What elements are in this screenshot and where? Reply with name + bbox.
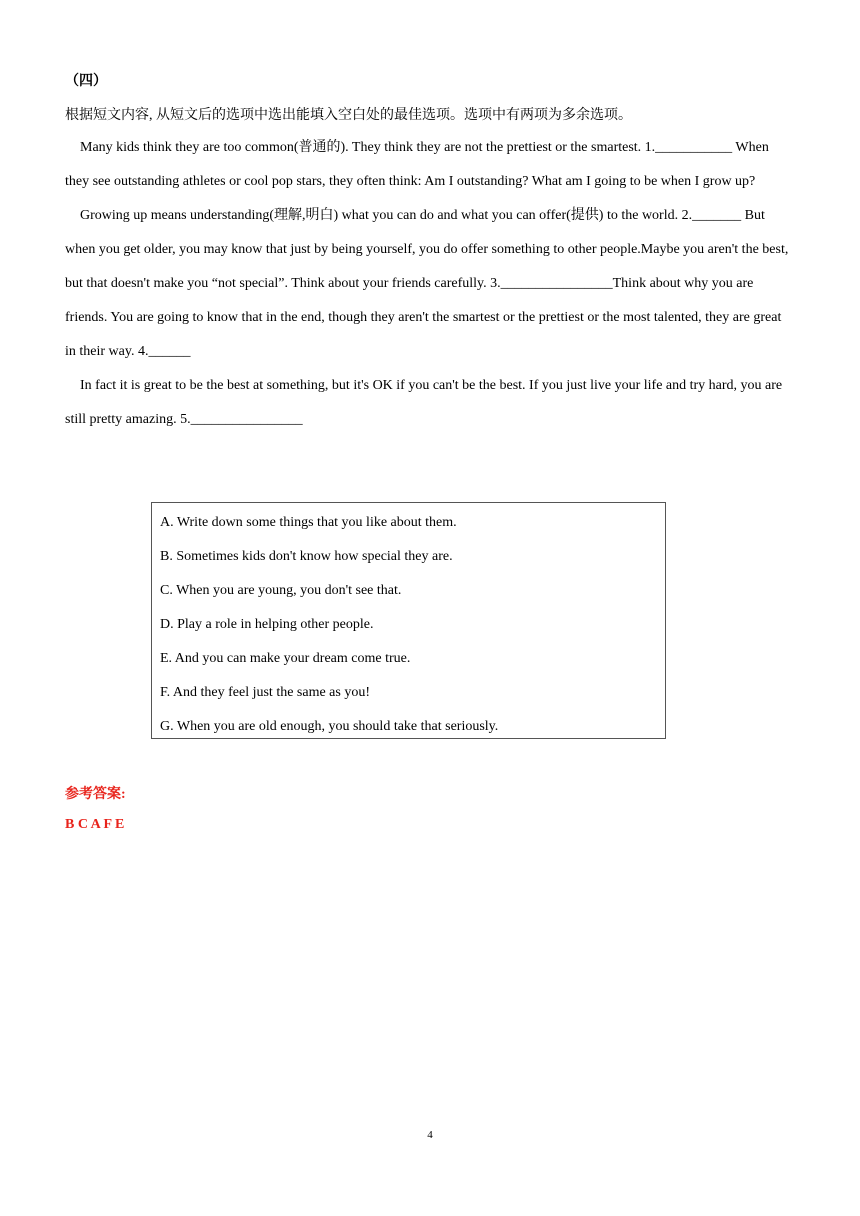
passage-paragraph-3: In fact it is great to be the best at something, but it's OK if you can't be the best. If you just live your life and try hard, you are still pretty amazing. 5.________________ — [65, 378, 783, 427]
passage-paragraph-1: Many kids think they are too common(普通的). They think they are not the prettiest or the smartest. 1.___________ When they see outstanding athletes or cool pop stars, they often think: Am I outstanding? What am I going to be when I grow up? — [65, 140, 769, 189]
answer-text: B C A F E — [65, 817, 125, 832]
page-number: 4 — [427, 1129, 433, 1141]
section-title: （四） — [65, 74, 107, 89]
passage-paragraph-2: Growing up means understanding(理解,明白) what you can do and what you can offer(提供) to the world. 2._______ But when you get older, you may know that just by being yourself, you do offer something to other people.Maybe you aren't the best, but that doesn't make you “not special”. Think about your friends carefully. 3.________________Think about why you are friends. You are going to know that in the end, though they aren't the smartest or the prettiest or the most talented, they are great in their way. 4.______ — [65, 208, 789, 359]
option-c: C. When you are young, you don't see that. — [160, 583, 402, 598]
instruction-text: 根据短文内容, 从短文后的选项中选出能填入空白处的最佳选项。选项中有两项为多余选项。 — [65, 108, 632, 123]
option-a: A. Write down some things that you like about them. — [160, 515, 457, 530]
option-g: G. When you are old enough, you should take that seriously. — [160, 719, 499, 734]
options-box — [151, 502, 666, 739]
answer-label: 参考答案: — [65, 787, 126, 802]
options-list — [160, 506, 665, 744]
option-e: E. And you can make your dream come true. — [160, 651, 411, 666]
passage — [65, 131, 795, 437]
option-d: D. Play a role in helping other people. — [160, 617, 374, 632]
option-b: B. Sometimes kids don't know how special they are. — [160, 549, 453, 564]
option-f: F. And they feel just the same as you! — [160, 685, 371, 700]
